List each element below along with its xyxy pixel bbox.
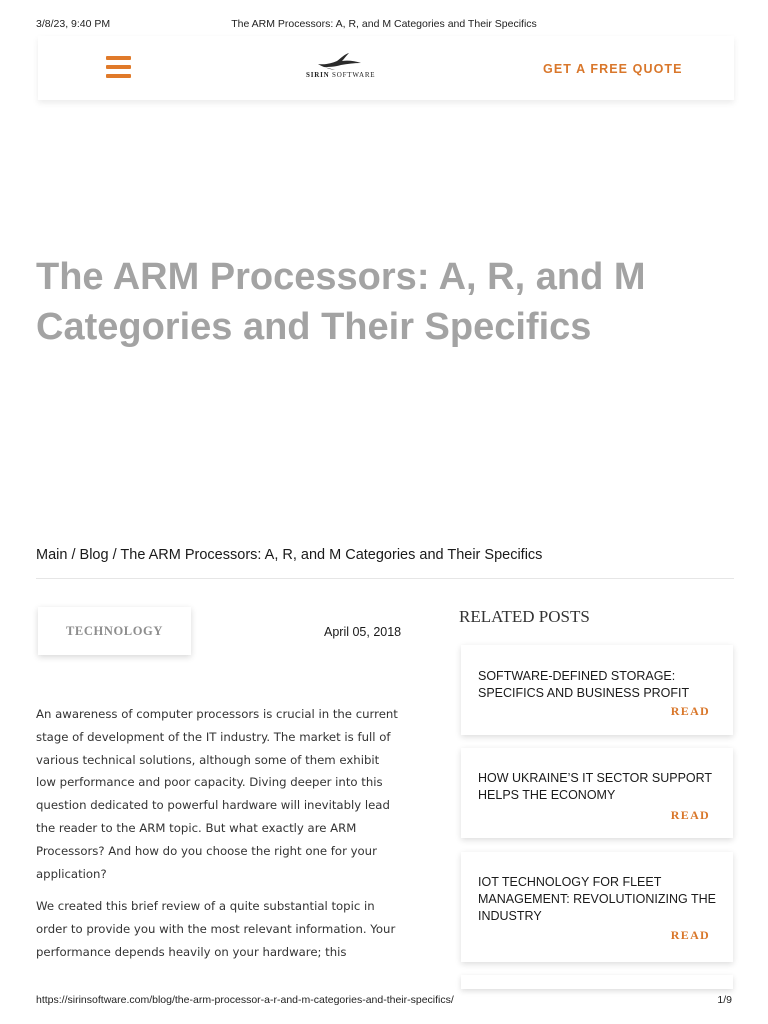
logo-text-bold: SIRIN bbox=[306, 71, 330, 79]
breadcrumb-divider bbox=[36, 578, 734, 579]
post-date: April 05, 2018 bbox=[324, 625, 402, 639]
related-post-card[interactable] bbox=[461, 645, 733, 735]
read-link[interactable]: READ bbox=[670, 808, 710, 822]
sirin-software-logo[interactable] bbox=[306, 52, 376, 82]
site-header bbox=[38, 36, 734, 100]
print-header bbox=[36, 18, 732, 32]
related-post-card[interactable] bbox=[461, 852, 733, 962]
print-page-number: 1/9 bbox=[717, 994, 732, 1006]
print-date: 3/8/23, 9:40 PM bbox=[36, 18, 111, 30]
get-free-quote-button[interactable]: GET A FREE QUOTE bbox=[543, 62, 683, 76]
bird-logo-icon bbox=[316, 52, 362, 70]
category-tag[interactable]: TECHNOLOGY bbox=[38, 607, 191, 655]
breadcrumb-separator: / bbox=[112, 547, 117, 563]
print-footer bbox=[36, 994, 732, 1008]
logo-text-rest: SOFTWARE bbox=[332, 71, 376, 79]
page-title: The ARM Processors: A, R, and M Categories and Their Specifics bbox=[36, 256, 646, 348]
breadcrumb bbox=[36, 547, 542, 563]
breadcrumb-separator: / bbox=[71, 547, 76, 563]
article-paragraph: An awareness of computer processors is crucial in the current stage of development of the IT industry. The market is full of various technical solutions, although some of them exhibit low performance and poor capacity. Diving deeper into this question dedicated to powerful hardware will inevitably lead the reader to the ARM topic. But what exactly are ARM Processors? And how do you choose the right one for your application? bbox=[36, 707, 398, 881]
read-link[interactable]: READ bbox=[670, 928, 710, 942]
related-post-title: HOW UKRAINE’S IT SECTOR SUPPORT HELPS THE ECONOMY bbox=[478, 771, 712, 802]
read-link[interactable]: READ bbox=[670, 704, 710, 718]
related-post-title: IOT TECHNOLOGY FOR FLEET MANAGEMENT: REVOLUTIONIZING THE INDUSTRY bbox=[478, 875, 716, 923]
article-body bbox=[36, 703, 401, 974]
related-post-card-partial[interactable] bbox=[461, 975, 733, 989]
related-post-title: SOFTWARE-DEFINED STORAGE: SPECIFICS AND BUSINESS PROFIT bbox=[478, 669, 690, 700]
hamburger-menu-icon[interactable] bbox=[106, 54, 131, 80]
breadcrumb-current: The ARM Processors: A, R, and M Categories and Their Specifics bbox=[120, 547, 543, 563]
print-title: The ARM Processors: A, R, and M Categories and Their Specifics bbox=[231, 18, 537, 30]
print-url: https://sirinsoftware.com/blog/the-arm-processor-a-r-and-m-categories-and-their-specifics/ bbox=[36, 994, 454, 1006]
breadcrumb-main-link[interactable]: Main bbox=[36, 547, 68, 563]
related-post-card[interactable] bbox=[461, 748, 733, 838]
article-paragraph: We created this brief review of a quite substantial topic in order to provide you with the most relevant information. Your performance depends heavily on your hardware; this bbox=[36, 899, 396, 959]
breadcrumb-blog-link[interactable]: Blog bbox=[79, 547, 109, 563]
logo-text bbox=[306, 71, 376, 79]
related-posts-heading: RELATED POSTS bbox=[459, 607, 590, 626]
